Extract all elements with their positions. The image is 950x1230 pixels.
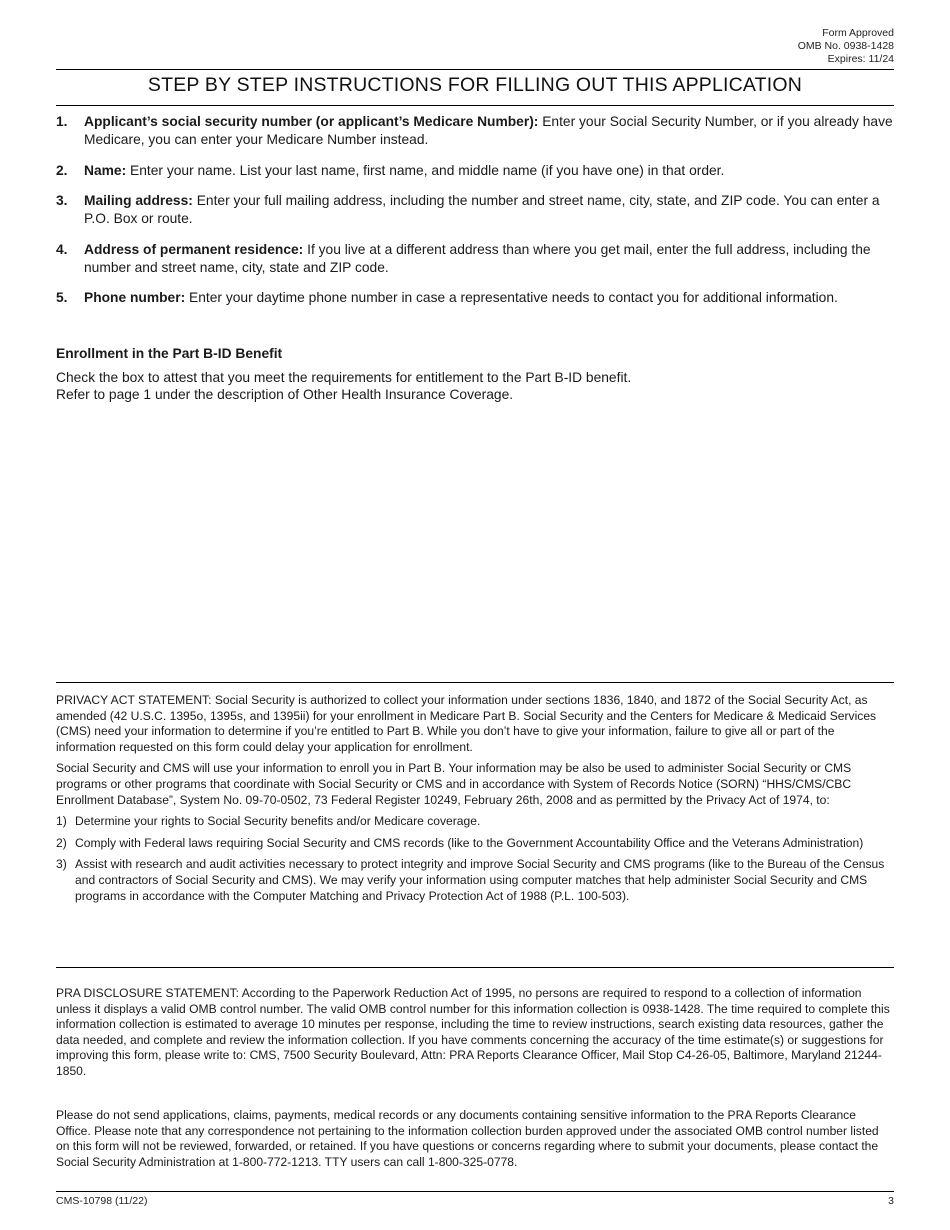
form-approved-label: Form Approved <box>822 27 894 39</box>
title-top-divider <box>56 69 894 70</box>
step-label: Name: <box>84 162 127 178</box>
step-item <box>56 241 894 277</box>
step-label: Applicant’s social security number (or applicant’s Medicare Number): <box>84 114 539 129</box>
step-text: If you live at a different address than where you get mail, enter the full address, including the number and street name, city, state and ZIP code. <box>84 241 871 275</box>
step-label: Mailing address: <box>84 193 193 208</box>
enrollment-line-1: Check the box to attest that you meet the requirements for entitlement to the Part B-ID benefit. <box>56 369 632 385</box>
title-bottom-divider <box>56 105 894 106</box>
step-number: 3. <box>56 193 68 208</box>
pra-divider <box>56 967 894 968</box>
enrollment-section <box>56 345 894 404</box>
instruction-steps <box>56 113 894 320</box>
step-text: Enter your name. List your last name, first name, and middle name (if you have one) in that order. <box>126 162 725 178</box>
list-text: Determine your rights to Social Security benefits and/or Medicare coverage. <box>75 814 481 829</box>
footer-divider <box>56 1191 894 1192</box>
pra-paragraph: PRA DISCLOSURE STATEMENT: According to the Paperwork Reduction Act of 1995, no persons are required to respond to a collection of information unless it displays a valid OMB control number. The valid OMB control number for this information collection is 0938-1428. The time required to complete this information collection is estimated to average 10 minutes per response, including the time to review instructions, search existing data resources, gather the data needed, and complete and review the information collection. If you have comments concerning the accuracy of the time estimate(s) or suggestions for improving this form, please write to: CMS, 7500 Security Boulevard, Attn: PRA Reports Clearance Officer, Mail Stop C4-26-05, Baltimore, Maryland 21244-1850. <box>56 986 890 1078</box>
omb-number: OMB No. 0938-1428 <box>797 40 894 52</box>
step-text: Enter your daytime phone number in case a representative needs to contact you for additional information. <box>185 290 838 305</box>
step-item <box>56 113 894 149</box>
step-item <box>56 192 894 228</box>
page-number: 3 <box>888 1195 894 1207</box>
step-number: 5. <box>56 290 68 305</box>
enrollment-line-2: Refer to page 1 under the description of Other Health Insurance Coverage. <box>56 387 514 402</box>
list-item <box>56 814 894 830</box>
page-footer <box>56 1195 894 1207</box>
step-label: Address of permanent residence: <box>84 241 304 257</box>
list-number: 3) <box>56 857 67 872</box>
step-number: 4. <box>56 241 68 257</box>
step-item <box>56 289 894 307</box>
form-identifier: CMS-10798 (11/22) <box>56 1195 148 1207</box>
submission-note <box>56 1108 894 1170</box>
note-paragraph: Please do not send applications, claims, payments, medical records or any documents containing sensitive information to the PRA Reports Clearance Office. Please note that any correspondence not pertaining to the information collection burden approved under the associated OMB control number listed on this form will not be reviewed, forwarded, or retained. If you have questions or concerns regarding where to submit your documents, please contact the Social Security Administration at 1-800-772-1213. TTY users can call 1-800-325-0778. <box>56 1108 879 1169</box>
privacy-divider <box>56 682 894 683</box>
privacy-uses-list <box>56 814 894 904</box>
step-item <box>56 162 894 180</box>
omb-approval-block <box>798 27 894 66</box>
expiration-date: Expires: 11/24 <box>827 53 894 65</box>
list-item <box>56 836 894 852</box>
enrollment-heading: Enrollment in the Part B-ID Benefit <box>56 346 283 361</box>
step-text: Enter your Social Security Number, or if you already have Medicare, you can enter your Medicare Number instead. <box>84 114 893 147</box>
list-number: 2) <box>56 835 67 850</box>
step-number: 2. <box>56 162 68 178</box>
page-title: STEP BY STEP INSTRUCTIONS FOR FILLING OUT THIS APPLICATION <box>147 74 803 96</box>
step-number: 1. <box>56 114 68 129</box>
step-text: Enter your full mailing address, including the number and street name, city, state, and ZIP code. You can enter a P.O. Box or route. <box>84 193 880 226</box>
privacy-act-statement <box>56 693 894 910</box>
list-item <box>56 857 894 904</box>
privacy-paragraph-2: Social Security and CMS will use your information to enroll you in Part B. Your information may be also be used to administer Social Security or CMS programs or other programs that coordinate with Social Security or CMS and in accordance with System of Records Notice (SORN) “HHS/CMS/CBC Enrollment Database”, System No. 09-70-0502, 73 Federal Register 10249, February 26th, 2008 and as permitted by the Privacy Act of 1974, to: <box>56 761 852 807</box>
list-text: Assist with research and audit activities necessary to protect integrity and improve Social Security and CMS programs (like to the Bureau of the Census and contractors of Social Security and CMS). We may verify your information using computer matches that help administer Social Security and CMS programs in accordance with the Computer Matching and Privacy Protection Act of 1988 (P.L. 100-503). <box>75 857 885 903</box>
list-text: Comply with Federal laws requiring Social Security and CMS records (like to the Government Accountability Office and the Veterans Administration) <box>75 835 864 850</box>
pra-disclosure-statement <box>56 986 894 1080</box>
list-number: 1) <box>56 814 67 829</box>
step-label: Phone number: <box>84 290 186 305</box>
privacy-paragraph-1: PRIVACY ACT STATEMENT: Social Security is authorized to collect your information under sections 1836, 1840, and 1872 of the Social Security Act, as amended (42 U.S.C. 1395o, 1395s, and 1395ii) for your enrollment in Medicare Part B. Social Security and the Centers for Medicare & Medicaid Services (CMS) need your information to determine if you’re entitled to Part B. While you don’t have to give your information, failure to give all or part of the information requested on this form could delay your application for enrollment. <box>56 693 877 754</box>
